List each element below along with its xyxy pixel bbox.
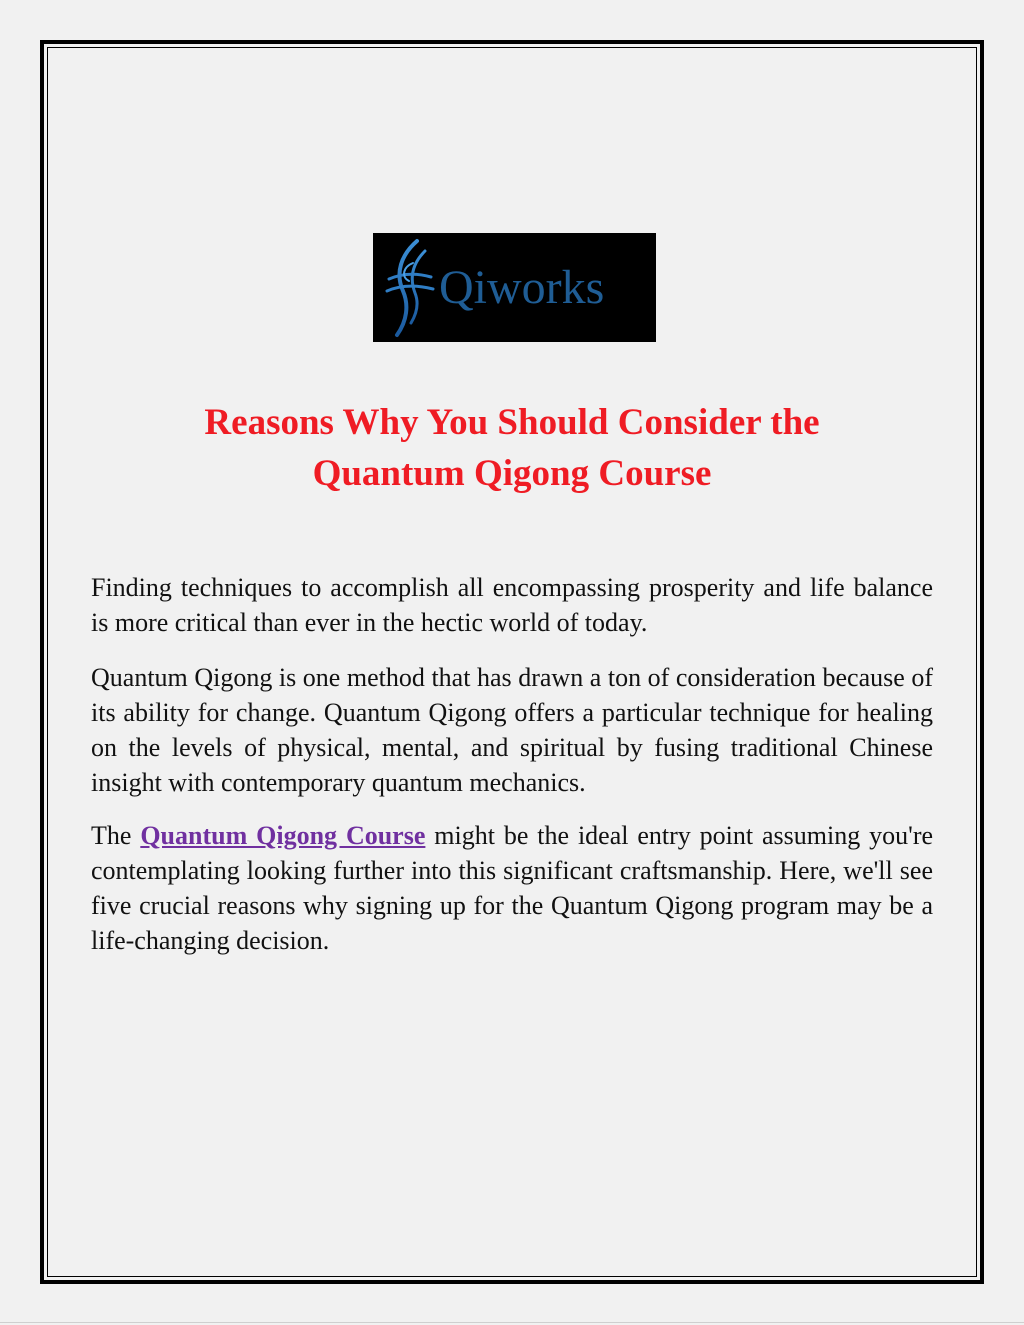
bottom-rule [0, 1322, 1024, 1323]
logo-wordmark: Qiworks [439, 261, 605, 314]
paragraph-course-lead: The [91, 821, 141, 850]
paragraph-intro: Finding techniques to accomplish all encompassing prosperity and life balance is more critical than ever in the hectic world of today. [91, 573, 933, 637]
paragraph-course [91, 818, 933, 958]
qiworks-logo [373, 233, 656, 342]
paragraph-course-rest: might be the ideal entry point assuming you're contemplating looking further into this significant craftsmanship. Here, we'll see five crucial reasons why signing up for the Quantum Qigong program may be a life-changing decision. [91, 821, 934, 955]
page-title [92, 397, 932, 499]
title-line-2: Quantum Qigong Course [312, 453, 712, 494]
paragraph-quantum-qigong: Quantum Qigong is one method that has drawn a ton of consideration because of its ability for change. Quantum Qigong offers a particular technique for healing on the levels of physical, mental, and spiritual by fusing traditional Chinese insight with contemporary quantum mechanics. [91, 663, 933, 797]
quantum-qigong-course-link[interactable]: Quantum Qigong Course [140, 821, 426, 850]
title-line-1: Reasons Why You Should Consider the [204, 402, 820, 443]
article-body [91, 570, 933, 976]
